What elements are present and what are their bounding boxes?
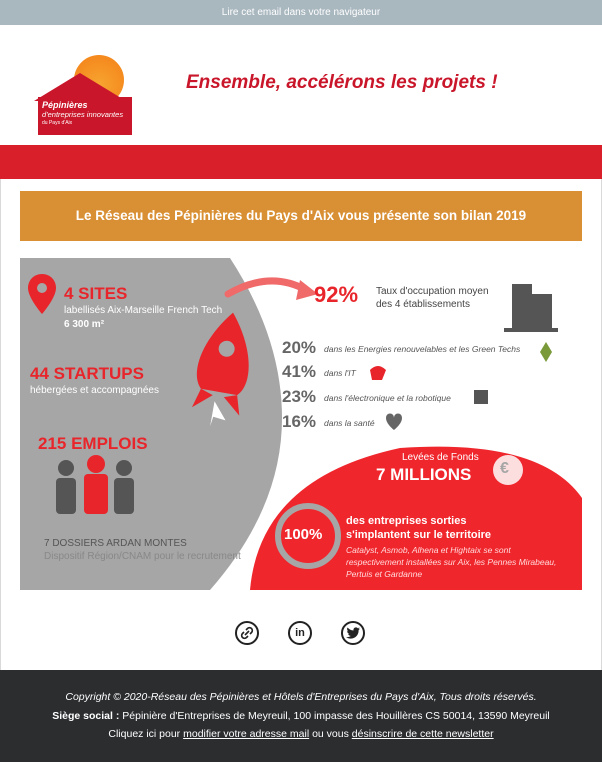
building-icon [504, 284, 558, 332]
link-icon[interactable] [235, 621, 259, 645]
view-in-browser-link[interactable]: Lire cet email dans votre navigateur [221, 7, 381, 18]
header-tagline: Ensemble, accélérons les projets ! [186, 72, 498, 93]
sites-title: 4 SITES [64, 284, 128, 303]
footer-copyright: Copyright © 2020-Réseau des Pépinières et Hôtels d'Entreprises du Pays d'Aix, Tous droits réservés. [65, 691, 537, 703]
infographic [20, 258, 582, 590]
unsubscribe-link[interactable]: désinscrire de cette newsletter [351, 728, 494, 740]
header [0, 25, 602, 145]
linkedin-icon[interactable] [288, 621, 312, 645]
local-desc1: Catalyst, Asmob, Alhena et Hightaix se sont [346, 545, 511, 555]
euro-icon: € [500, 460, 509, 477]
sector-label: dans les Energies renouvelables et les Green Techs [324, 344, 521, 354]
ardan-desc: Dispositif Région/CNAM pour le recrutement [44, 551, 241, 562]
banner-title: Le Réseau des Pépinières du Pays d'Aix vous présente son bilan 2019 [20, 191, 582, 241]
sector-value: 23% [282, 387, 317, 406]
sector-label: dans l'IT [324, 368, 356, 378]
twitter-glyph [346, 627, 360, 639]
logo[interactable] [24, 45, 144, 145]
heart-icon [386, 414, 402, 431]
footer-links [0, 728, 602, 740]
local-title1: des entreprises sorties [346, 515, 467, 527]
siege-label: Siège social : [52, 710, 120, 722]
people-icon [56, 455, 134, 514]
local-value: 100% [284, 526, 323, 543]
modify-email-link[interactable]: modifier votre adresse mail [183, 728, 310, 740]
logo-line1: Pépinières [42, 100, 88, 110]
footer-siege [0, 710, 602, 722]
startups-title: 44 STARTUPS [30, 364, 144, 383]
sites-desc: labellisés Aix-Marseille French Tech [64, 305, 223, 316]
or-you-text: ou vous [312, 728, 349, 740]
logo-line3: du Pays d'Aix [42, 120, 73, 126]
occupancy-desc2: des 4 établissements [376, 299, 470, 310]
jobs-title: 215 EMPLOIS [38, 434, 148, 453]
local-desc3: Pertuis et Gardanne [346, 569, 423, 579]
logo-line2: d'entreprises innovantes [42, 110, 124, 119]
click-here-text: Cliquez ici pour [108, 728, 181, 740]
startups-desc: hébergées et accompagnées [30, 385, 159, 396]
funds-value: 7 MILLIONS [376, 465, 472, 484]
sector-value: 20% [282, 338, 317, 357]
occupancy-desc1: Taux d'occupation moyen [376, 286, 489, 297]
red-band [0, 145, 602, 179]
chip-icon [474, 390, 488, 404]
topbar [0, 0, 602, 25]
twitter-icon[interactable] [341, 621, 365, 645]
rooster-icon [370, 366, 386, 380]
sector-label: dans l'électronique et la robotique [324, 393, 451, 403]
siege-address: Pépinière d'Entreprises de Meyreuil, 100 impasse des Houillères CS 50014, 13590 Meyreuil [122, 710, 550, 722]
linkedin-text: in [295, 627, 305, 639]
sites-area: 6 300 m² [64, 319, 105, 330]
footer [0, 670, 602, 762]
occupancy-value: 92% [314, 282, 359, 307]
local-desc2: respectivement installées sur Aix, les Pennes Mirabeau, [346, 557, 557, 567]
sector-value: 16% [282, 412, 317, 431]
logo-box [38, 97, 132, 135]
sector-value: 41% [282, 362, 317, 381]
link-glyph [240, 626, 254, 640]
sector-label: dans la santé [324, 418, 375, 428]
funds-title: Levées de Fonds [402, 452, 479, 463]
local-title2: s'implantent sur le territoire [346, 529, 492, 541]
leaf-icon [540, 342, 552, 362]
ardan-title: 7 DOSSIERS ARDAN MONTES [44, 538, 187, 549]
